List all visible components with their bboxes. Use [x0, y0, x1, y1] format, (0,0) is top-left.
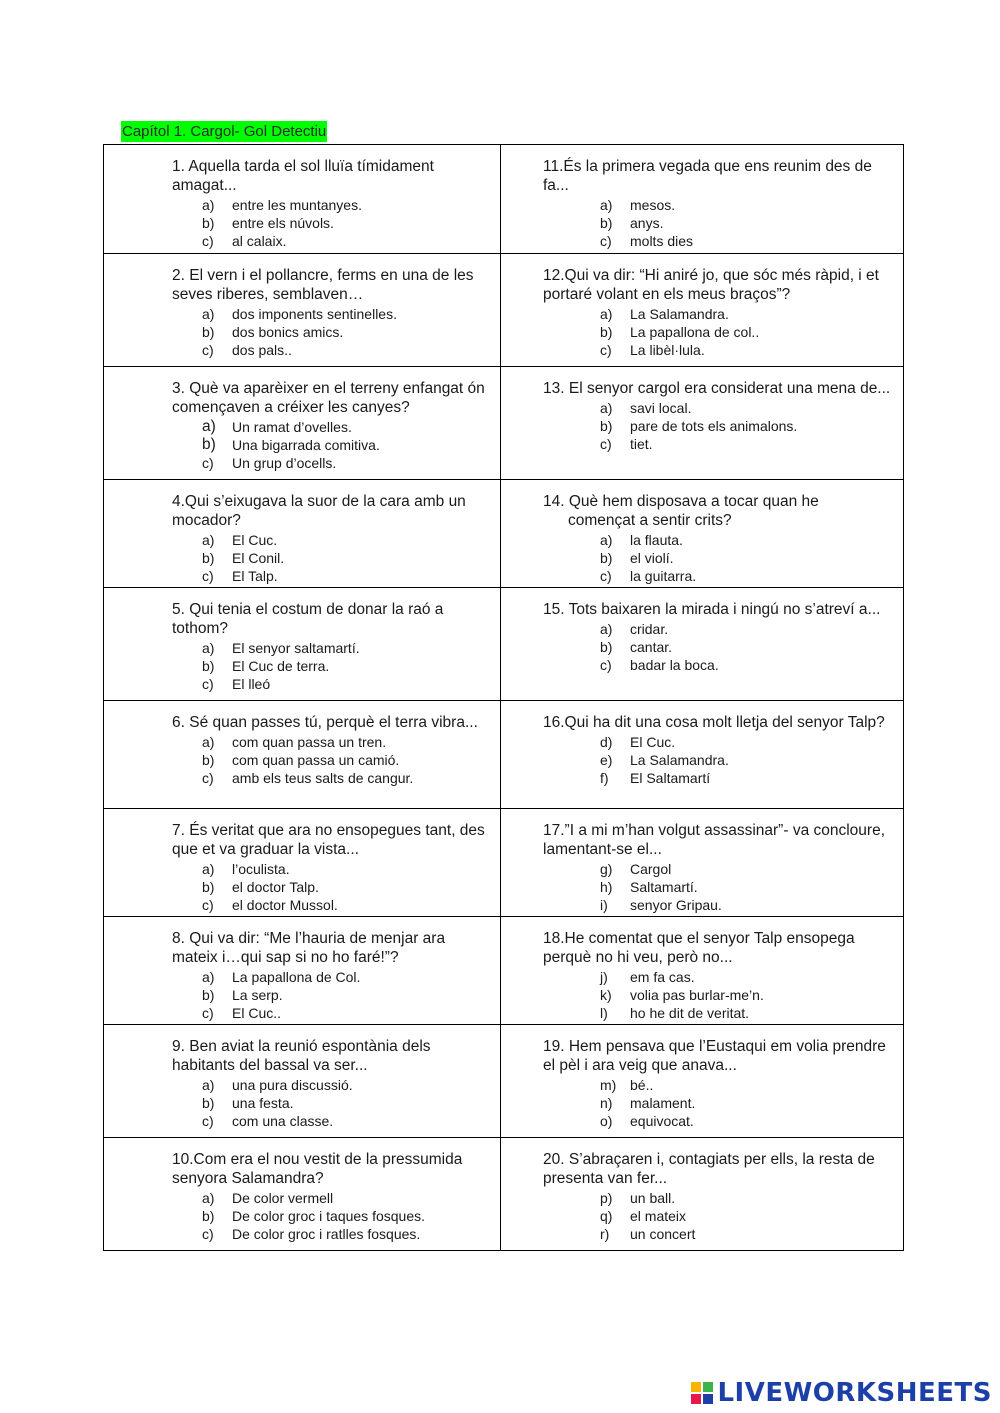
question-14: [543, 492, 893, 585]
option-letter: o): [600, 1113, 613, 1129]
answer-option[interactable]: [543, 1207, 893, 1225]
option-letter: f): [600, 770, 609, 786]
question-text-line: 19. Hem pensava que l’Eustaqui em volia prendre el pèl i ara veig que anava...: [543, 1038, 886, 1074]
answer-options: [172, 968, 490, 1022]
option-letter: c): [600, 657, 612, 673]
question-text-line: 1. Aquella tarda el sol lluïa tímidament amagat...: [172, 158, 434, 194]
option-letter: c): [202, 676, 214, 692]
option-text: El Cuc de terra.: [232, 658, 330, 674]
option-text: senyor Gripau.: [630, 897, 722, 913]
option-text: volia pas burlar-me’n.: [630, 987, 764, 1003]
option-letter: b): [202, 550, 215, 566]
option-letter: c): [202, 233, 214, 249]
option-text: malament.: [630, 1095, 696, 1111]
question-3: [172, 379, 490, 472]
question-text-line: 17.”I a mi m’han volgut assassinar”- va concloure, lamentant-se el...: [543, 822, 886, 858]
answer-option[interactable]: [543, 435, 893, 453]
question-text-line: 3. Què va aparèixer en el terreny enfangat ón començaven a créixer les canyes?: [172, 380, 485, 416]
option-letter: a): [202, 861, 215, 877]
option-letter: a): [202, 197, 215, 213]
question-text-line: 16.Qui ha dit una cosa molt lletja del senyor Talp?: [543, 714, 885, 731]
answer-options: [543, 733, 893, 787]
question-cell: [104, 367, 501, 480]
question-18: [543, 929, 893, 1022]
answer-option[interactable]: [172, 968, 490, 986]
question-text: [543, 379, 893, 398]
page-title: Capítol 1. Cargol- Gol Detectiu: [122, 123, 327, 140]
quiz-row: [104, 588, 904, 701]
answer-option[interactable]: [172, 214, 490, 232]
answer-options: [172, 639, 490, 693]
answer-options: [172, 860, 490, 914]
question-cell: [104, 1025, 501, 1138]
option-text: com quan passa un tren.: [232, 734, 387, 750]
option-letter: h): [600, 879, 613, 895]
question-text-line: 8. Qui va dir: “Me l’hauria de menjar ara mateix i…qui sap si no ho faré!”?: [172, 930, 446, 966]
answer-option[interactable]: [172, 878, 490, 896]
answer-option[interactable]: [172, 639, 490, 657]
option-letter: b): [202, 1095, 215, 1111]
question-text: [543, 929, 893, 967]
question-text-line: 2. El vern i el pollancre, ferms en una de les seves riberes, semblaven…: [172, 267, 474, 303]
answer-option[interactable]: [543, 1225, 893, 1243]
question-text-line: 10.Com era el nou vestit de la pressumida senyora Salamandra?: [172, 1151, 463, 1187]
answer-option[interactable]: [543, 567, 893, 585]
answer-option[interactable]: [172, 436, 490, 454]
answer-option[interactable]: [172, 232, 490, 250]
option-letter: a): [202, 306, 215, 322]
question-cell: [104, 480, 501, 588]
question-text: [543, 1150, 893, 1188]
question-cell: [501, 917, 904, 1025]
option-text: El Cuc..: [232, 1005, 282, 1021]
option-letter: k): [600, 987, 612, 1003]
option-text: la guitarra.: [630, 568, 697, 584]
answer-option[interactable]: [172, 196, 490, 214]
answer-option[interactable]: [172, 341, 490, 359]
question-cell: [501, 480, 904, 588]
option-text: El Cuc.: [232, 532, 278, 548]
option-letter: c): [600, 436, 612, 452]
option-text: La papallona de col..: [630, 324, 760, 340]
answer-options: [543, 531, 893, 585]
answer-option[interactable]: [172, 1076, 490, 1094]
answer-option[interactable]: [172, 986, 490, 1004]
option-letter: b): [202, 436, 216, 453]
answer-option[interactable]: [543, 860, 893, 878]
question-12: [543, 266, 893, 359]
question-text-line: 6. Sé quan passes tú, perquè el terra vibra...: [172, 714, 478, 731]
question-text: [172, 821, 490, 859]
option-letter: b): [202, 1208, 215, 1224]
option-text: entre els núvols.: [232, 215, 334, 231]
option-text: badar la boca.: [630, 657, 719, 673]
quiz-row: [104, 145, 904, 254]
option-text: Un grup d’ocells.: [232, 455, 337, 471]
option-text: La Salamandra.: [630, 752, 729, 768]
question-cell: [104, 254, 501, 367]
question-cell: [501, 1025, 904, 1138]
option-letter: a): [202, 969, 215, 985]
answer-options: [543, 620, 893, 674]
option-text: bé..: [630, 1077, 654, 1093]
option-letter: c): [600, 233, 612, 249]
option-letter: a): [600, 532, 613, 548]
option-text: un concert: [630, 1226, 696, 1242]
answer-options: [172, 1076, 490, 1130]
question-text: [172, 600, 490, 638]
option-text: molts dies: [630, 233, 694, 249]
question-text-line: 12.Qui va dir: “Hi aniré jo, que sóc més ràpid, i et portaré volant en els meus braços”?: [543, 267, 879, 303]
question-cell: [501, 809, 904, 917]
answer-option[interactable]: [543, 417, 893, 435]
option-text: la flauta.: [630, 532, 683, 548]
answer-option[interactable]: [543, 341, 893, 359]
option-text: tiet.: [630, 436, 653, 452]
question-cell: [501, 701, 904, 809]
option-text: pare de tots els animalons.: [630, 418, 798, 434]
quiz-row: [104, 254, 904, 367]
answer-option[interactable]: [543, 399, 893, 417]
option-text: Cargol: [630, 861, 672, 877]
option-letter: a): [202, 1190, 215, 1206]
option-letter: a): [202, 640, 215, 656]
question-text-line: 11.És la primera vegada que ens reunim des de fa...: [543, 158, 872, 194]
answer-option[interactable]: [172, 305, 490, 323]
question-text: [172, 1037, 490, 1075]
answer-option[interactable]: [543, 733, 893, 751]
option-letter: p): [600, 1190, 613, 1206]
question-text-line: 15. Tots baixaren la mirada i ningú no s’atreví a...: [543, 601, 881, 618]
option-text: el doctor Mussol.: [232, 897, 338, 913]
option-letter: a): [202, 1077, 215, 1093]
answer-options: [543, 1189, 893, 1243]
answer-option[interactable]: [172, 323, 490, 341]
question-9: [172, 1037, 490, 1130]
option-letter: b): [600, 639, 613, 655]
option-letter: b): [600, 550, 613, 566]
option-letter: c): [600, 342, 612, 358]
question-text: [172, 157, 490, 195]
answer-option[interactable]: [172, 531, 490, 549]
option-text: El Saltamartí: [630, 770, 711, 786]
option-text: mesos.: [630, 197, 676, 213]
option-text: un ball.: [630, 1190, 676, 1206]
option-text: entre les muntanyes.: [232, 197, 362, 213]
option-letter: q): [600, 1208, 613, 1224]
question-text: [172, 929, 490, 967]
answer-option[interactable]: [543, 769, 893, 787]
option-text: La papallona de Col.: [232, 969, 361, 985]
question-text-line: 18.He comentat que el senyor Talp ensopega perquè no hi veu, però no...: [543, 930, 855, 966]
question-text: [543, 157, 893, 195]
question-text-line: 7. És veritat que ara no ensopegues tant, des que et va graduar la vista...: [172, 822, 485, 858]
question-text-line: 14. Què hem disposava a tocar quan he: [543, 493, 819, 510]
option-letter: c): [202, 1113, 214, 1129]
answer-options: [543, 305, 893, 359]
option-letter: a): [600, 621, 613, 637]
option-letter: b): [202, 752, 215, 768]
question-11: [543, 157, 893, 250]
option-letter: b): [202, 879, 215, 895]
option-text: El Cuc.: [630, 734, 676, 750]
question-text-line: 9. Ben aviat la reunió espontània dels habitants del bassal va ser...: [172, 1038, 431, 1074]
question-6: [172, 713, 490, 787]
question-text: [543, 492, 893, 530]
answer-option[interactable]: [543, 896, 893, 914]
answer-option[interactable]: [172, 549, 490, 567]
brand-name: LIVEWORKSHEETS: [717, 1378, 992, 1408]
option-letter: b): [600, 324, 613, 340]
option-text: El lleó: [232, 676, 271, 692]
question-cell: [104, 701, 501, 809]
answer-option[interactable]: [172, 657, 490, 675]
question-17: [543, 821, 893, 914]
option-text: ho he dit de veritat.: [630, 1005, 750, 1021]
quiz-row: [104, 809, 904, 917]
question-2: [172, 266, 490, 359]
answer-option[interactable]: [172, 896, 490, 914]
liveworksheets-icon: [691, 1382, 713, 1404]
option-letter: n): [600, 1095, 613, 1111]
answer-options: [172, 305, 490, 359]
question-10: [172, 1150, 490, 1243]
question-1: [172, 157, 490, 250]
answer-option[interactable]: [543, 549, 893, 567]
question-16: [543, 713, 893, 787]
quiz-row: [104, 367, 904, 480]
answer-option[interactable]: [172, 567, 490, 585]
answer-option[interactable]: [172, 675, 490, 693]
option-letter: a): [600, 197, 613, 213]
quiz-row: [104, 480, 904, 588]
answer-option[interactable]: [172, 1094, 490, 1112]
option-text: La serp.: [232, 987, 283, 1003]
question-text: [543, 1037, 893, 1075]
question-cell: [104, 145, 501, 254]
question-cell: [104, 588, 501, 701]
quiz-row: [104, 1025, 904, 1138]
question-text: [543, 600, 893, 619]
option-letter: c): [202, 342, 214, 358]
answer-options: [543, 860, 893, 914]
answer-option[interactable]: [543, 214, 893, 232]
answer-option[interactable]: [172, 1207, 490, 1225]
question-text-line: 13. El senyor cargol era considerat una mena de...: [543, 380, 891, 397]
answer-option[interactable]: [543, 968, 893, 986]
question-text: [172, 1150, 490, 1188]
option-text: em fa cas.: [630, 969, 695, 985]
option-letter: b): [202, 324, 215, 340]
option-text: una festa.: [232, 1095, 294, 1111]
answer-options: [172, 733, 490, 787]
option-text: com una classe.: [232, 1113, 334, 1129]
option-letter: c): [202, 568, 214, 584]
answer-options: [543, 1076, 893, 1130]
question-13: [543, 379, 893, 453]
quiz-table: [103, 144, 904, 1251]
option-letter: b): [202, 658, 215, 674]
question-8: [172, 929, 490, 1022]
option-letter: c): [202, 1226, 214, 1242]
option-text: amb els teus salts de cangur.: [232, 770, 414, 786]
option-letter: m): [600, 1077, 617, 1093]
question-cell: [501, 1138, 904, 1251]
answer-options: [172, 1189, 490, 1243]
option-letter: b): [600, 215, 613, 231]
option-letter: b): [202, 987, 215, 1003]
question-cell: [501, 367, 904, 480]
answer-option[interactable]: [543, 1004, 893, 1022]
question-cell: [104, 917, 501, 1025]
option-letter: a): [202, 532, 215, 548]
option-letter: i): [600, 897, 608, 913]
answer-option[interactable]: [543, 878, 893, 896]
question-5: [172, 600, 490, 693]
answer-option[interactable]: [172, 1004, 490, 1022]
question-text-line: 20. S’abraçaren i, contagiats per ells, la resta de presenta van fer...: [543, 1151, 875, 1187]
answer-option[interactable]: [172, 418, 490, 436]
question-text: [172, 379, 490, 417]
answer-option[interactable]: [543, 1189, 893, 1207]
option-text: com quan passa un camió.: [232, 752, 400, 768]
option-letter: b): [202, 215, 215, 231]
option-letter: c): [202, 770, 214, 786]
option-text: Una bigarrada comitiva.: [232, 437, 380, 453]
option-letter: j): [600, 969, 608, 985]
answer-option[interactable]: [172, 860, 490, 878]
answer-option[interactable]: [172, 454, 490, 472]
answer-option[interactable]: [543, 1112, 893, 1130]
question-text: [543, 266, 893, 304]
question-20: [543, 1150, 893, 1243]
option-letter: c): [202, 897, 214, 913]
question-7: [172, 821, 490, 914]
option-text: Un ramat d’ovelles.: [232, 419, 352, 435]
liveworksheets-logo: [691, 1378, 992, 1408]
question-text-line: 5. Qui tenia el costum de donar la raó a tothom?: [172, 601, 444, 637]
answer-option[interactable]: [543, 1094, 893, 1112]
option-letter: a): [600, 400, 613, 416]
question-cell: [501, 588, 904, 701]
option-text: cantar.: [630, 639, 673, 655]
option-text: equivocat.: [630, 1113, 694, 1129]
option-letter: b): [600, 418, 613, 434]
quiz-row: [104, 917, 904, 1025]
question-text: [172, 266, 490, 304]
question-15: [543, 600, 893, 674]
option-text: El senyor saltamartí.: [232, 640, 360, 656]
answer-option[interactable]: [543, 196, 893, 214]
option-letter: a): [600, 306, 613, 322]
option-letter: g): [600, 861, 613, 877]
answer-option[interactable]: [543, 986, 893, 1004]
answer-options: [172, 196, 490, 250]
answer-options: [543, 399, 893, 453]
answer-option[interactable]: [172, 769, 490, 787]
quiz-row: [104, 1138, 904, 1251]
answer-option[interactable]: [543, 305, 893, 323]
question-text: [172, 713, 490, 732]
question-text: [543, 713, 893, 732]
question-cell: [501, 145, 904, 254]
option-text: dos imponents sentinelles.: [232, 306, 397, 322]
option-letter: c): [202, 455, 214, 471]
option-letter: c): [600, 568, 612, 584]
quiz-row: [104, 701, 904, 809]
option-text: De color vermell: [232, 1190, 334, 1206]
option-text: La libèl·lula.: [630, 342, 705, 358]
answer-option[interactable]: [543, 638, 893, 656]
answer-option[interactable]: [172, 751, 490, 769]
option-letter: a): [202, 418, 216, 435]
answer-options: [543, 196, 893, 250]
answer-option[interactable]: [543, 323, 893, 341]
question-cell: [104, 809, 501, 917]
answer-option[interactable]: [172, 1112, 490, 1130]
answer-option[interactable]: [543, 620, 893, 638]
question-text-line: 4.Qui s’eixugava la suor de la cara amb un mocador?: [172, 493, 466, 529]
option-text: el violí.: [630, 550, 674, 566]
question-19: [543, 1037, 893, 1130]
answer-option[interactable]: [543, 232, 893, 250]
answer-option[interactable]: [543, 751, 893, 769]
option-text: una pura discussió.: [232, 1077, 353, 1093]
option-text: El Talp.: [232, 568, 278, 584]
question-cell: [501, 254, 904, 367]
option-text: al calaix.: [232, 233, 287, 249]
answer-option[interactable]: [172, 1225, 490, 1243]
answer-option[interactable]: [172, 1189, 490, 1207]
answer-option[interactable]: [172, 733, 490, 751]
option-text: dos bonics amics.: [232, 324, 344, 340]
answer-option[interactable]: [543, 656, 893, 674]
option-text: Saltamartí.: [630, 879, 698, 895]
option-letter: d): [600, 734, 613, 750]
option-text: De color groc i taques fosques.: [232, 1208, 425, 1224]
question-cell: [104, 1138, 501, 1251]
option-text: El Conil.: [232, 550, 285, 566]
option-letter: r): [600, 1226, 610, 1242]
question-4: [172, 492, 490, 585]
option-text: anys.: [630, 215, 664, 231]
question-text-line: començat a sentir crits?: [568, 512, 732, 529]
answer-option[interactable]: [543, 1076, 893, 1094]
answer-options: [172, 531, 490, 585]
answer-options: [172, 418, 490, 472]
option-text: savi local.: [630, 400, 692, 416]
option-letter: c): [202, 1005, 214, 1021]
option-text: l’oculista.: [232, 861, 290, 877]
option-letter: l): [600, 1005, 608, 1021]
option-text: De color groc i ratlles fosques.: [232, 1226, 421, 1242]
option-text: cridar.: [630, 621, 669, 637]
answer-option[interactable]: [543, 531, 893, 549]
question-text: [172, 492, 490, 530]
option-text: dos pals..: [232, 342, 292, 358]
answer-options: [543, 968, 893, 1022]
option-text: el doctor Talp.: [232, 879, 319, 895]
question-text: [543, 821, 893, 859]
option-text: el mateix: [630, 1208, 687, 1224]
option-text: La Salamandra.: [630, 306, 729, 322]
option-letter: a): [202, 734, 215, 750]
option-letter: e): [600, 752, 613, 768]
